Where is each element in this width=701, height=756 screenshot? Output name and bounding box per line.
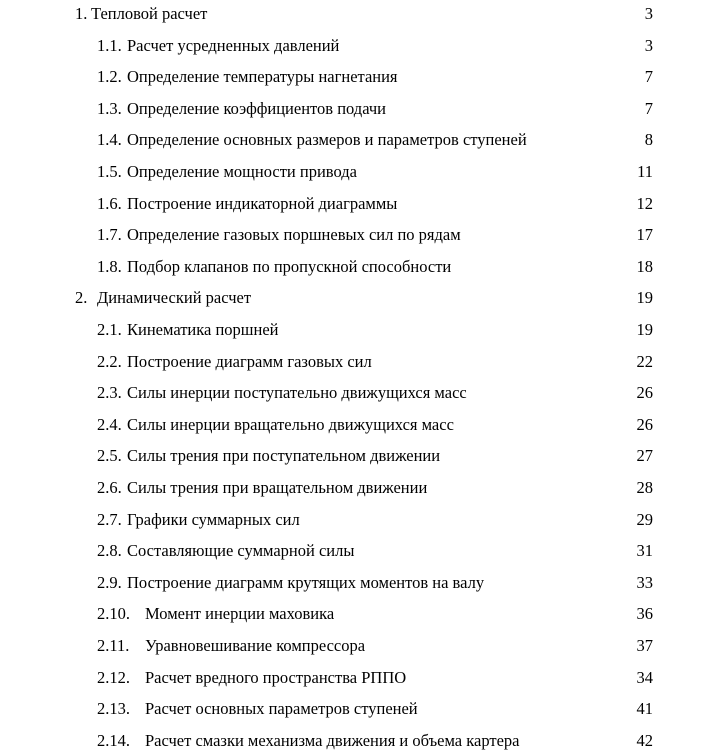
- toc-entry-number: 1.7.: [97, 225, 122, 244]
- toc-entry-title: Кинематика поршней: [127, 320, 279, 339]
- toc-entry-number: 2.7.: [97, 510, 122, 529]
- toc-entry-number: 1.3.: [97, 99, 122, 118]
- toc-entry: [0, 666, 701, 690]
- toc-entry-title: Расчет вредного пространства РППО: [145, 668, 407, 687]
- toc-entry-number: 1.6.: [97, 194, 122, 213]
- toc-entry-number: 2.11.: [97, 636, 130, 655]
- toc-entry-page-number: 12: [636, 194, 653, 213]
- toc-entry-page-number: 36: [636, 604, 653, 623]
- toc-entry-number: 2.9.: [97, 573, 122, 592]
- toc-entry: [0, 571, 701, 595]
- toc-entry: [0, 128, 701, 152]
- toc-entry: [0, 697, 701, 721]
- toc-entry-page-number: 22: [636, 352, 653, 371]
- toc-entry-title: Подбор клапанов по пропускной способности: [127, 257, 452, 276]
- toc-entry-title: Тепловой расчет: [91, 4, 208, 23]
- toc-entry-page-number: 26: [636, 383, 653, 402]
- toc-entry-page-number: 31: [636, 541, 653, 560]
- toc-entry-number: 1.4.: [97, 130, 122, 149]
- toc-entry-title: Определение основных размеров и параметров ступеней: [127, 130, 527, 149]
- toc-entry-title: Силы инерции вращательно движущихся масс: [127, 415, 454, 434]
- toc-entry: [0, 65, 701, 89]
- toc-entry: [0, 286, 701, 310]
- toc-entry-page-number: 3: [644, 36, 653, 55]
- toc-entry: [0, 318, 701, 342]
- toc-entry: [0, 508, 701, 532]
- toc-entry-page-number: 29: [636, 510, 653, 529]
- toc-entry-title: Расчет усредненных давлений: [127, 36, 340, 55]
- toc-entry-title: Силы трения при вращательном движении: [127, 478, 428, 497]
- toc-entry-number: 2.2.: [97, 352, 122, 371]
- toc-entry-title: Определение мощности привода: [127, 162, 357, 181]
- toc-entry-page-number: 3: [644, 4, 653, 23]
- toc-entry-page-number: 19: [636, 288, 653, 307]
- toc-entry-number: 2.4.: [97, 415, 122, 434]
- toc-entry-number: 2.5.: [97, 446, 122, 465]
- toc-entry: [0, 350, 701, 374]
- toc-entry-page-number: 17: [636, 225, 653, 244]
- toc-entry: [0, 192, 701, 216]
- toc-entry-number: 2.6.: [97, 478, 122, 497]
- toc-entry: [0, 413, 701, 437]
- toc-entry: [0, 381, 701, 405]
- toc-entry-number: 2.12.: [97, 668, 130, 687]
- toc-entry: [0, 2, 701, 26]
- toc-entry-title: Определение газовых поршневых сил по рядам: [127, 225, 461, 244]
- toc-entry-title: Построение индикаторной диаграммы: [127, 194, 398, 213]
- toc-entry: [0, 476, 701, 500]
- toc-entry-page-number: 28: [636, 478, 653, 497]
- toc-entry-title: Момент инерции маховика: [145, 604, 335, 623]
- toc-entry-title: Построение диаграмм крутящих моментов на валу: [127, 573, 485, 592]
- toc-entry: [0, 444, 701, 468]
- toc-entry-page-number: 41: [636, 699, 653, 718]
- toc-entry-page-number: 26: [636, 415, 653, 434]
- toc-entry-page-number: 27: [636, 446, 653, 465]
- toc-entry-page-number: 34: [636, 668, 653, 687]
- toc-entry-number: 2.8.: [97, 541, 122, 560]
- toc-entry: [0, 539, 701, 563]
- toc-entry: [0, 223, 701, 247]
- toc-entry-page-number: 37: [636, 636, 653, 655]
- toc-entry-number: 1.: [75, 4, 88, 23]
- toc-entry: [0, 729, 701, 753]
- toc-entry-title: Графики суммарных сил: [127, 510, 300, 529]
- toc-entry-page-number: 33: [636, 573, 653, 592]
- toc-entry-title: Силы инерции поступательно движущихся масс: [127, 383, 467, 402]
- toc-entry: [0, 160, 701, 184]
- toc-entry-title: Силы трения при поступательном движении: [127, 446, 441, 465]
- toc-entry-title: Расчет основных параметров ступеней: [145, 699, 418, 718]
- toc-entry-page-number: 19: [636, 320, 653, 339]
- toc-entry-number: 1.8.: [97, 257, 122, 276]
- toc-entry: [0, 602, 701, 626]
- toc-entry-number: 2.3.: [97, 383, 122, 402]
- toc-entry-number: 1.5.: [97, 162, 122, 181]
- toc-entry-page-number: 8: [644, 130, 653, 149]
- toc-entry-number: 2.13.: [97, 699, 130, 718]
- toc-entry-number: 2.14.: [97, 731, 130, 750]
- toc-entry-page-number: 7: [644, 99, 653, 118]
- toc-entry-title: Расчет смазки механизма движения и объема картера: [145, 731, 520, 750]
- toc-entry: [0, 634, 701, 658]
- toc-entry-number: 2.10.: [97, 604, 130, 623]
- toc-entry-title: Определение температуры нагнетания: [127, 67, 398, 86]
- toc-entry-page-number: 11: [637, 162, 653, 181]
- toc-entry-title: Уравновешивание компрессора: [145, 636, 366, 655]
- toc-entry: [0, 34, 701, 58]
- toc-entry-title: Определение коэффициентов подачи: [127, 99, 386, 118]
- toc-entry-number: 1.1.: [97, 36, 122, 55]
- toc-entry-number: 1.2.: [97, 67, 122, 86]
- toc-entry-title: Динамический расчет: [97, 288, 252, 307]
- toc-entry-page-number: 42: [636, 731, 653, 750]
- toc-entry-page-number: 18: [636, 257, 653, 276]
- toc-entry-title: Составляющие суммарной силы: [127, 541, 355, 560]
- toc-entry: [0, 255, 701, 279]
- toc-entry-title: Построение диаграмм газовых сил: [127, 352, 372, 371]
- toc-entry: [0, 97, 701, 121]
- toc-entry-number: 2.1.: [97, 320, 122, 339]
- toc-entry-number: 2.: [75, 288, 88, 307]
- toc-entry-page-number: 7: [644, 67, 653, 86]
